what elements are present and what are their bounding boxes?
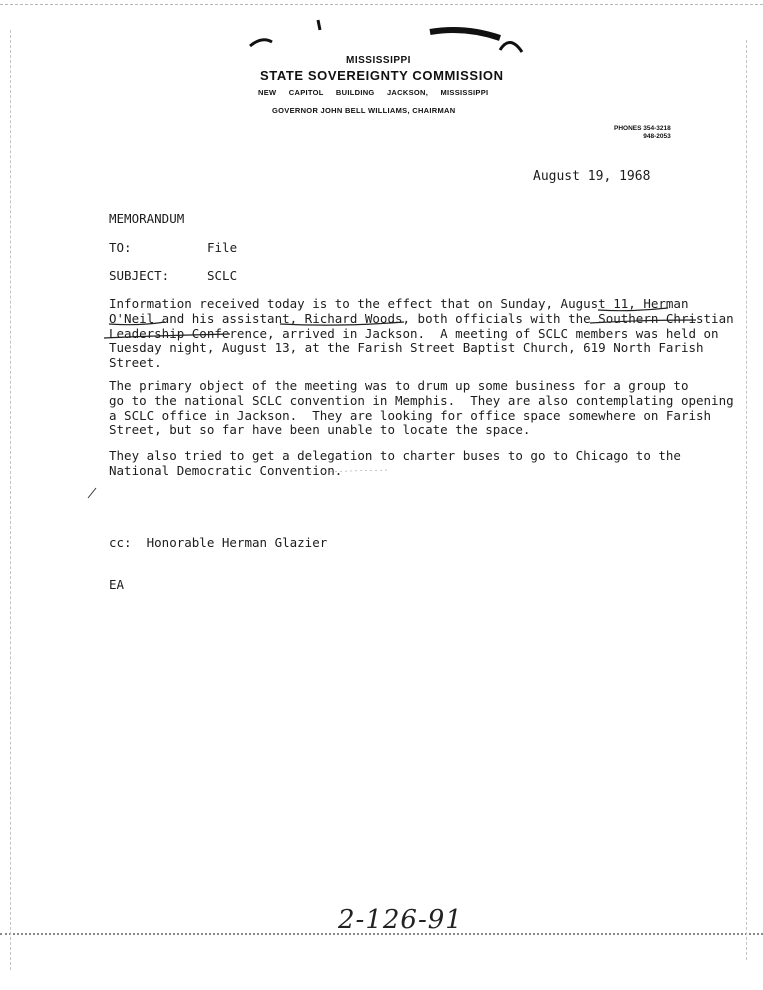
- subject-value: SCLC: [207, 268, 238, 283]
- underline-southern-christian: [590, 320, 696, 323]
- underline-leadership: [104, 334, 230, 338]
- paragraph-3: They also tried to get a delegation to charter buses to go to Chicago to the National Democratic Convention.: [109, 448, 681, 478]
- paragraph-2: The primary object of the meeting was to drum up some business for a group to go to the national SCLC convention in Memphis. They are also contemplating opening a SCLC office in Jackson. They are looking for office space somewhere on Farish Street, but so far have been unable to locate the space.: [109, 378, 734, 438]
- paragraph-1: Information received today is to the effect that on Sunday, August 11, Herman O'Neil and his assistant, Richard Woods, both officials with the Southern Christian Leadership Conference, arrived in Jackson. A meeting of SCLC members was held on Tuesday night, August 13, at the Farish Street Baptist Church, 619 North Farish Street.: [109, 296, 734, 371]
- cc-line: cc: Honorable Herman Glazier: [109, 535, 328, 550]
- letterhead-building: NEW CAPITOL BUILDING: [258, 88, 375, 97]
- memo-date: August 19, 1968: [533, 169, 651, 184]
- handwritten-file-number: 2-126-91: [338, 905, 463, 935]
- margin-tick: [88, 488, 96, 498]
- phones-second: 948-2053: [643, 133, 671, 140]
- memo-heading: MEMORANDUM: [109, 211, 185, 226]
- seal-mark-left: [250, 40, 272, 46]
- to-label: TO:: [109, 240, 132, 255]
- letterhead-governor: GOVERNOR JOHN BELL WILLIAMS, CHAIRMAN: [272, 106, 456, 115]
- faint-pen-stroke: [310, 470, 390, 472]
- underline-oneil: [109, 322, 165, 325]
- seal-mark-center: [318, 20, 320, 30]
- underline-herman: [598, 308, 668, 311]
- subject-label: SUBJECT:: [109, 268, 170, 283]
- letterhead-state: MISSISSIPPI: [346, 55, 411, 66]
- seal-smudge: [430, 30, 500, 38]
- typist-initials: EA: [109, 577, 125, 592]
- seal-mark-right: [500, 42, 522, 52]
- letterhead-city: JACKSON, MISSISSIPPI: [386, 88, 489, 97]
- phones-first: PHONES 354-3218: [614, 125, 671, 132]
- letterhead-commission: STATE SOVEREIGNTY COMMISSION: [260, 68, 504, 83]
- underline-woods: [280, 322, 404, 325]
- to-value: File: [207, 240, 238, 255]
